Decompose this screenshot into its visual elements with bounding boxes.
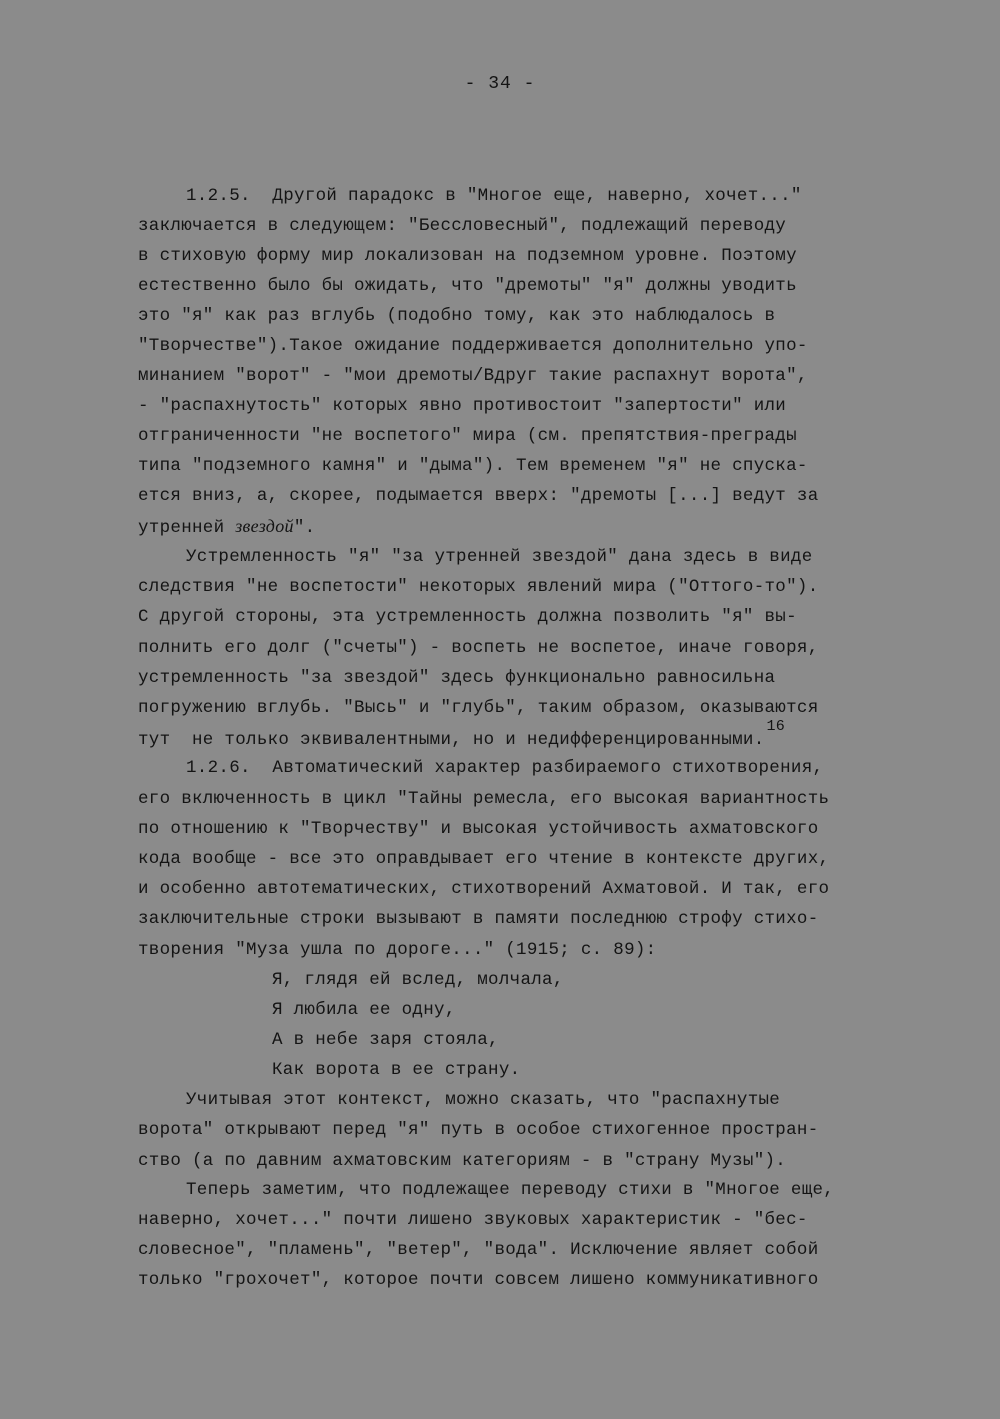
text-line: отграниченности "не воспетого" мира (см. препятствия-преграды <box>138 426 797 446</box>
text-line: 1.2.6. Автоматический характер разбираемого стихотворения, <box>186 758 824 778</box>
italic-word: звездой <box>235 516 294 536</box>
text-segment: утренней <box>138 518 236 538</box>
text-line: типа "подземного камня" и "дыма"). Тем временем "я" не спуска- <box>138 456 808 476</box>
page-number: - 34 - <box>464 74 536 94</box>
footnote-reference[interactable]: 16 <box>766 718 786 735</box>
text-line: следствия "не воспетости" некоторых явлений мира ("Оттого-то"). <box>138 577 819 597</box>
text-line: кода вообще - все это оправдывает его чтение в контексте других, <box>138 849 830 869</box>
text-line: - "распахнутость" которых явно противостоит "запертости" или <box>138 396 787 416</box>
text-line: творения "Муза ушла по дороге..." (1915; с. 89): <box>138 940 657 960</box>
text-line: минанием "ворот" - "мои дремоты/Вдруг такие распахнут ворота", <box>138 366 808 386</box>
text-line: это "я" как раз вглубь (подобно тому, как это наблюдалось в <box>138 306 776 326</box>
text-line: Устремленность "я" "за утренней звездой" дана здесь в виде <box>186 547 813 567</box>
text-segment: ". <box>293 518 316 538</box>
text-line: ство (а по давним ахматовским категориям - в "страну Музы"). <box>138 1151 787 1171</box>
text-line <box>138 516 315 538</box>
text-line: "Творчестве").Такое ожидание поддерживается дополнительно упо- <box>138 336 808 356</box>
text-line: его включенность в цикл "Тайны ремесла, его высокая вариантность <box>138 789 830 809</box>
text-line: словесное", "пламень", "ветер", "вода". Исключение являет собой <box>138 1240 819 1260</box>
poem-line: Я, глядя ей вслед, молчала, <box>272 970 564 990</box>
poem-line: А в небе заря стояла, <box>272 1030 499 1050</box>
text-line: естественно было бы ожидать, что "дремоты" "я" должны уводить <box>138 276 797 296</box>
text-line: полнить его долг ("счеты") - воспеть не воспетое, иначе говоря, <box>138 638 819 658</box>
text-line: заключается в следующем: "Бессловесный", подлежащий переводу <box>138 216 787 236</box>
text-line <box>138 718 786 750</box>
text-line: заключительные строки вызывают в памяти последнюю строфу стихо- <box>138 909 819 929</box>
text-line: по отношению к "Творчеству" и высокая устойчивость ахматовского <box>138 819 819 839</box>
text-line: С другой стороны, эта устремленность должна позволить "я" вы- <box>138 607 797 627</box>
text-line: устремленность "за звездой" здесь функционально равносильна <box>138 668 776 688</box>
text-line: наверно, хочет..." почти лишено звуковых характеристик - "бес- <box>138 1210 808 1230</box>
text-line: и особенно автотематических, стихотворений Ахматовой. И так, его <box>138 879 830 899</box>
text-line: погружению вглубь. "Высь" и "глубь", таким образом, оказываются <box>138 698 819 718</box>
text-line: 1.2.5. Другой парадокс в "Многое еще, наверно, хочет..." <box>186 186 802 206</box>
text-line: Теперь заметим, что подлежащее переводу стихи в "Многое еще, <box>186 1180 835 1200</box>
text-line: Учитывая этот контекст, можно сказать, что "распахнутые <box>186 1090 781 1110</box>
text-line: ворота" открывают перед "я" путь в особое стихогенное простран- <box>138 1120 819 1140</box>
text-line: ется вниз, а, скорее, подымается вверх: "дремоты [...] ведут за <box>138 486 819 506</box>
poem-line: Как ворота в ее страну. <box>272 1060 521 1080</box>
poem-line: Я любила ее одну, <box>272 1000 456 1020</box>
text-segment: тут не только эквивалентными, но и недифференцированными. <box>138 730 765 750</box>
text-line: только "грохочет", которое почти совсем лишено коммуникативного <box>138 1270 819 1290</box>
text-line: в стиховую форму мир локализован на подземном уровне. Поэтому <box>138 246 797 266</box>
